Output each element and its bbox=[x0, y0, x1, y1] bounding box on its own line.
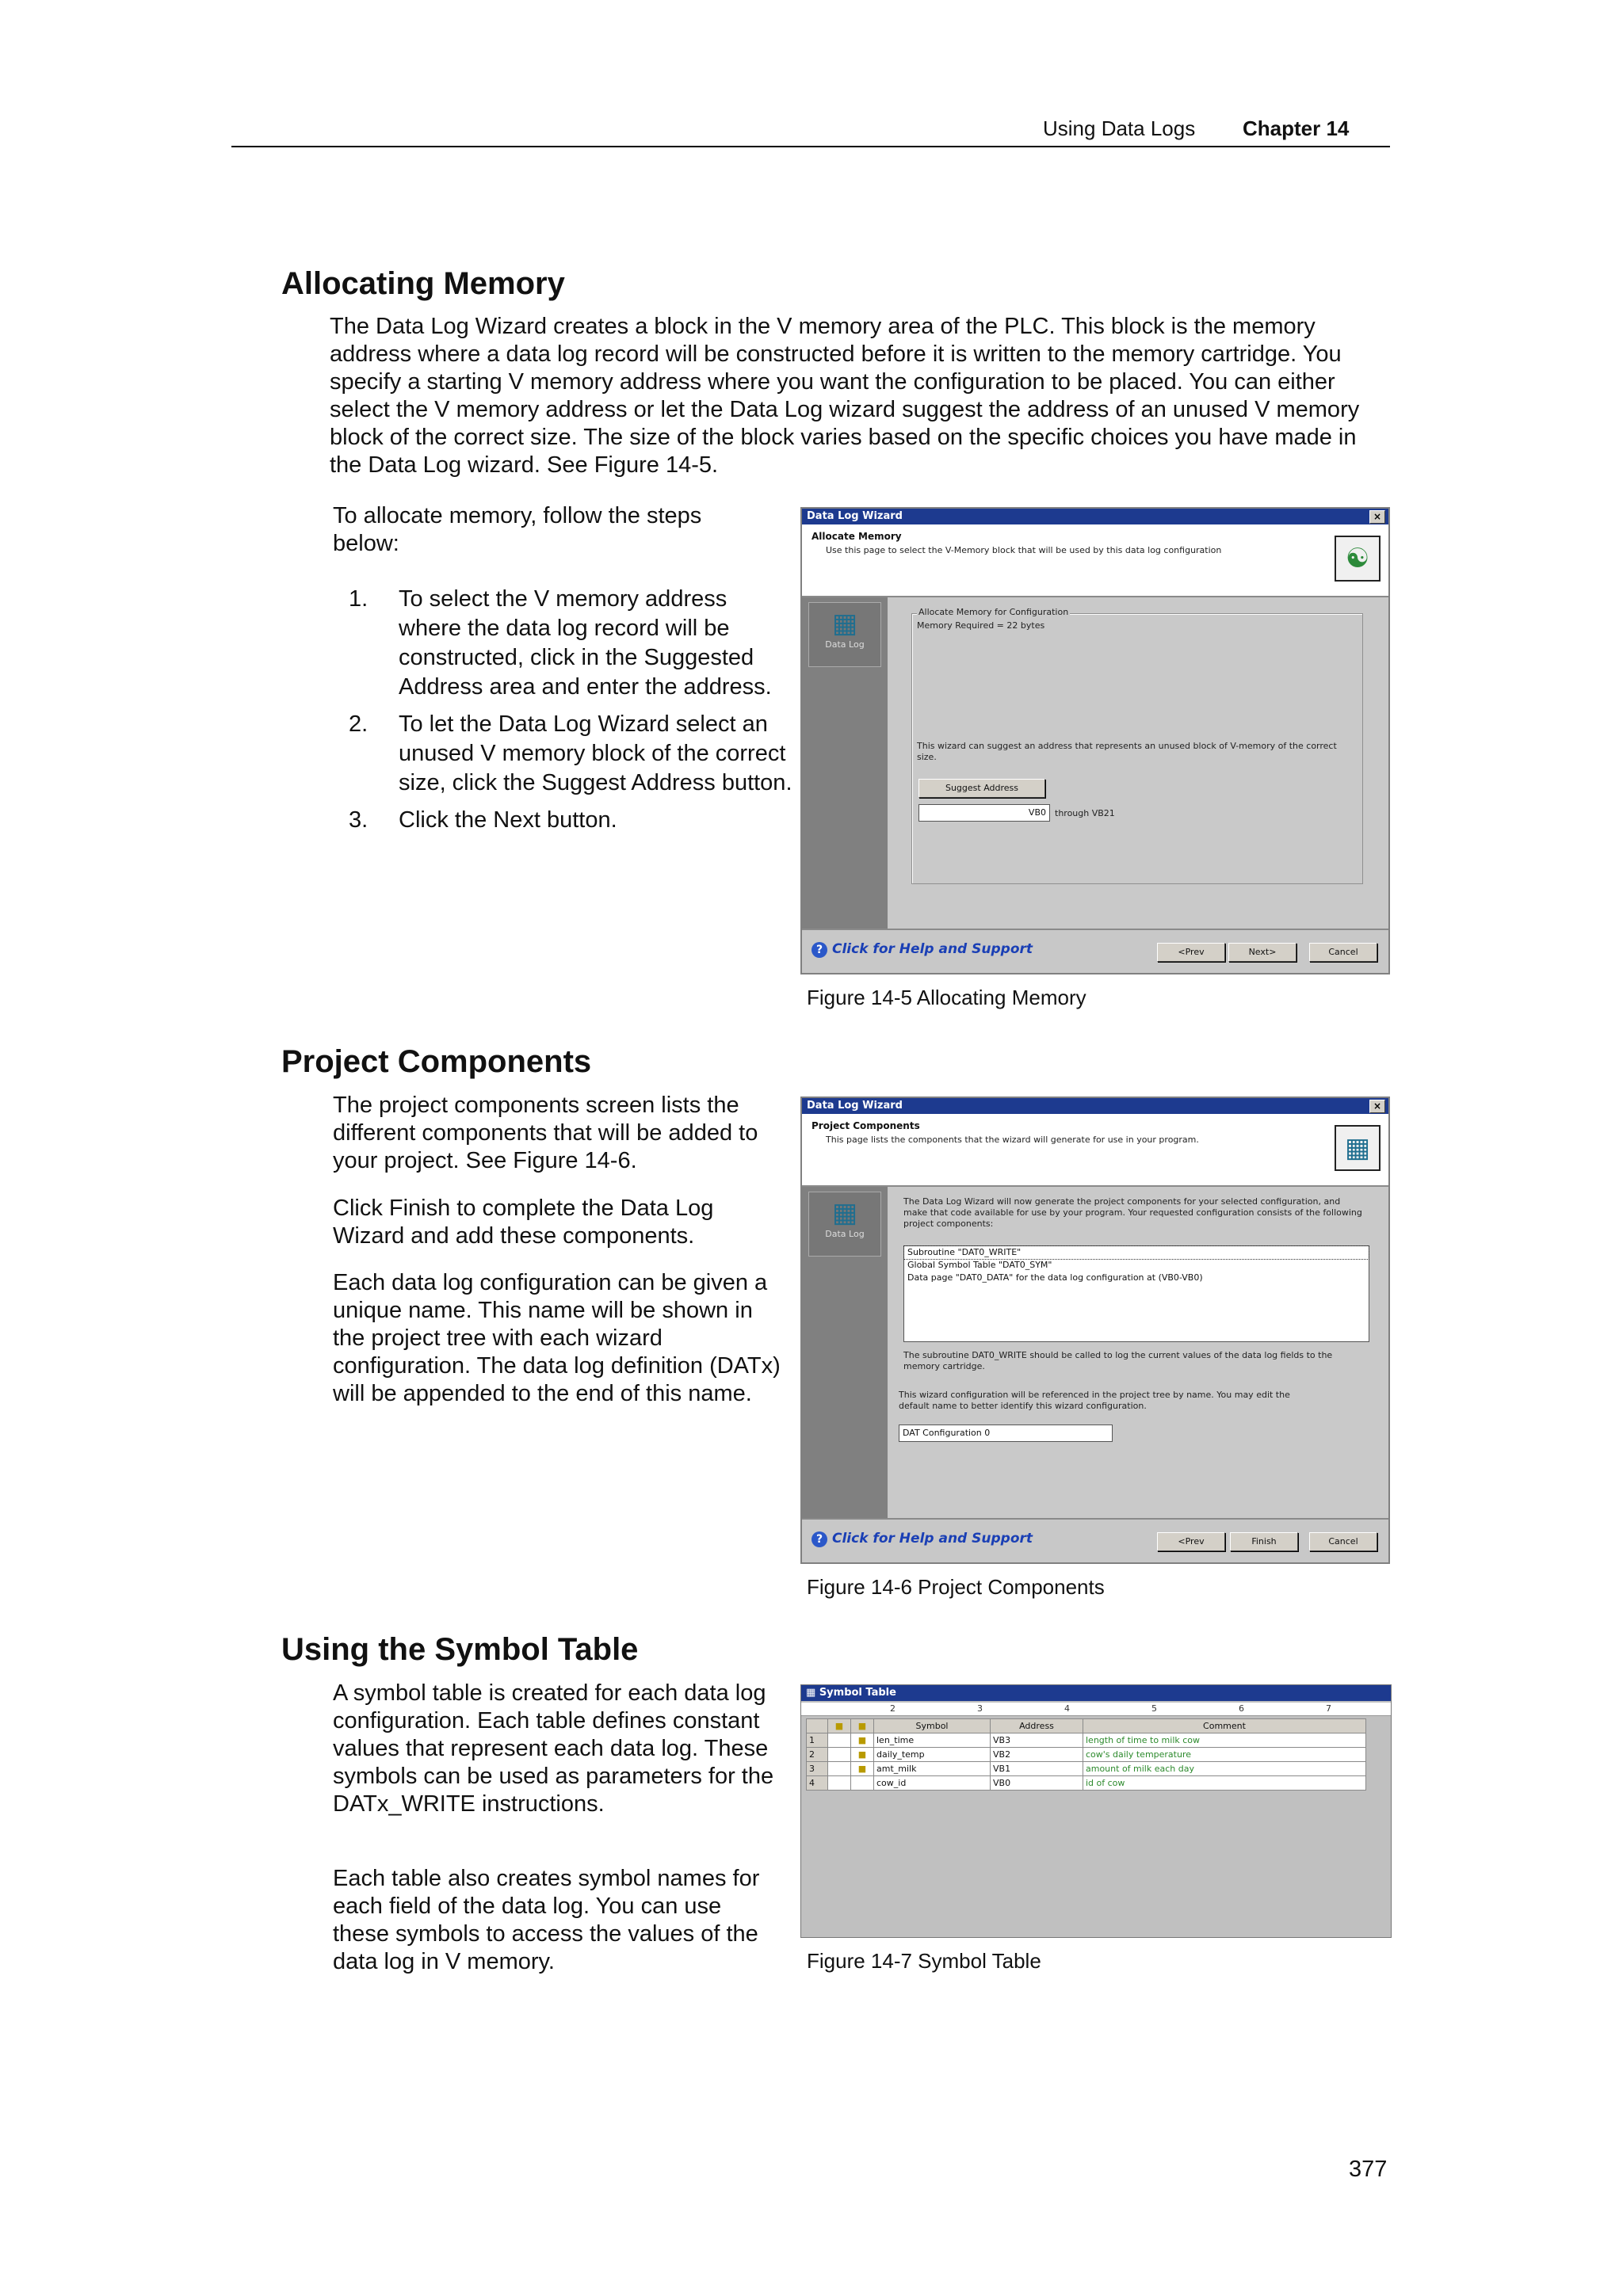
table-row[interactable] bbox=[807, 1733, 1366, 1748]
step-text: Click the Next button. bbox=[399, 807, 617, 833]
page-number: 377 bbox=[1349, 2157, 1388, 2182]
step-1 bbox=[333, 585, 792, 702]
figure-14-6-caption: Figure 14-6 Project Components bbox=[807, 1575, 1105, 1599]
list-item[interactable]: Data page "DAT0_DATA" for the data log configuration at (VB0-VB0) bbox=[907, 1272, 1203, 1283]
figure-14-5-caption: Figure 14-5 Allocating Memory bbox=[807, 986, 1086, 1009]
symbol-grid bbox=[806, 1718, 1366, 1791]
allocate-memory-group bbox=[911, 607, 1363, 884]
address-cell[interactable]: VB2 bbox=[991, 1748, 1083, 1762]
row-number: 2 bbox=[807, 1748, 828, 1762]
comment-icon: ■ bbox=[851, 1733, 874, 1748]
row-number: 3 bbox=[807, 1762, 828, 1776]
data-log-icon: ▦ bbox=[831, 1197, 858, 1229]
step-text: To select the V memory address where the data log record will be constructed, click in the Suggested Address area and enter the address. bbox=[399, 586, 772, 700]
comment-icon: ■ bbox=[851, 1762, 874, 1776]
comment-icon: ■ bbox=[851, 1719, 874, 1733]
sidebar-item-data-log[interactable] bbox=[808, 602, 881, 667]
figure-14-7-symbol-table bbox=[800, 1684, 1392, 1938]
section-title-symbol-table: Using the Symbol Table bbox=[281, 1632, 639, 1667]
symbol-cell[interactable]: daily_temp bbox=[874, 1748, 991, 1762]
close-icon[interactable]: × bbox=[1369, 510, 1385, 524]
sidebar-item-label: Data Log bbox=[825, 1229, 865, 1239]
subroutine-call-text: The subroutine DAT0_WRITE should be called to log the current values of the data log fields to the memory cartridge. bbox=[903, 1350, 1333, 1371]
ruler-mark: 6 bbox=[1239, 1703, 1244, 1714]
table-row[interactable] bbox=[807, 1748, 1366, 1762]
column-header-symbol: Symbol bbox=[874, 1719, 991, 1733]
section-title-allocating-memory: Allocating Memory bbox=[281, 266, 565, 301]
step-text: To let the Data Log Wizard select an unused V memory block of the correct size, click the Suggest Address button. bbox=[399, 711, 792, 795]
column-ruler bbox=[801, 1703, 1391, 1716]
row-number: 4 bbox=[807, 1776, 828, 1791]
wizard-panel bbox=[889, 597, 1388, 929]
address-cell[interactable]: VB0 bbox=[991, 1776, 1083, 1791]
dialog-header-subtitle: Use this page to select the V-Memory block that will be used by this data log configuration bbox=[826, 545, 1222, 555]
row-number-header bbox=[807, 1719, 828, 1733]
components-p3: Each data log configuration can be given a unique name. This name will be shown in the project tree with each wizard configuration. The data log definition (DATx) will be appended to the end of this name. bbox=[333, 1270, 781, 1406]
row-number: 1 bbox=[807, 1733, 828, 1748]
dialog-header-title: Allocate Memory bbox=[812, 531, 902, 542]
table-header-row bbox=[807, 1719, 1366, 1733]
row-status-cell bbox=[828, 1762, 851, 1776]
wizard-panel bbox=[889, 1187, 1388, 1518]
list-item[interactable]: Global Symbol Table "DAT0_SYM" bbox=[907, 1260, 1052, 1270]
symbol-p2: Each table also creates symbol names for each field of the data log. You can use these symbols to access the values of the data log in V memory. bbox=[333, 1866, 760, 1974]
section-title-project-components: Project Components bbox=[281, 1044, 592, 1079]
dialog-header-title: Project Components bbox=[812, 1120, 920, 1131]
row-status-cell bbox=[851, 1776, 874, 1791]
end-address-text: through VB21 bbox=[1055, 808, 1115, 818]
comment-icon: ■ bbox=[851, 1748, 874, 1762]
memory-required-text: Memory Required = 22 bytes bbox=[917, 620, 1045, 631]
suggest-address-button[interactable]: Suggest Address bbox=[918, 779, 1045, 798]
table-row[interactable] bbox=[807, 1762, 1366, 1776]
running-header-chapter: Chapter 14 bbox=[1243, 116, 1350, 140]
components-p2: Click Finish to complete the Data Log Wizard and add these components. bbox=[333, 1196, 714, 1249]
address-cell[interactable]: VB3 bbox=[991, 1733, 1083, 1748]
help-link[interactable] bbox=[812, 941, 1033, 958]
row-status-cell bbox=[828, 1776, 851, 1791]
prev-button[interactable]: <Prev bbox=[1157, 1532, 1225, 1551]
step-number: 2. bbox=[349, 711, 369, 737]
sidebar-item-data-log[interactable] bbox=[808, 1192, 881, 1257]
column-header-address: Address bbox=[991, 1719, 1083, 1733]
ruler-mark: 5 bbox=[1151, 1703, 1157, 1714]
dialog-title: Data Log Wizard bbox=[807, 510, 903, 522]
dialog-titlebar bbox=[802, 509, 1388, 524]
wizard-globe-icon: ☯ bbox=[1335, 536, 1381, 582]
step-number: 1. bbox=[349, 586, 369, 612]
symbol-p1: A symbol table is created for each data log configuration. Each table defines constant values that represent each data log. These symbols can be used as parameters for the DATx_WRITE instructions. bbox=[333, 1680, 774, 1817]
ruler-mark: 3 bbox=[977, 1703, 983, 1714]
figure-14-7-caption: Figure 14-7 Symbol Table bbox=[807, 1949, 1041, 1973]
header-rule bbox=[231, 146, 1390, 147]
prev-button[interactable]: <Prev bbox=[1157, 943, 1225, 962]
symbol-table-titlebar bbox=[801, 1685, 1391, 1701]
help-link-label: Click for Help and Support bbox=[832, 941, 1033, 957]
allocating-intro: To allocate memory, follow the steps below: bbox=[333, 503, 702, 556]
wizard-sidebar bbox=[802, 597, 888, 929]
ruler-mark: 4 bbox=[1064, 1703, 1070, 1714]
table-row[interactable] bbox=[807, 1776, 1366, 1791]
address-cell[interactable]: VB1 bbox=[991, 1762, 1083, 1776]
symbol-cell[interactable]: cow_id bbox=[874, 1776, 991, 1791]
comment-cell[interactable]: amount of milk each day bbox=[1083, 1762, 1366, 1776]
allocating-paragraph: The Data Log Wizard creates a block in the V memory area of the PLC. This block is the memory address where a data log record will be constructed before it is written to the memory cartridge. You specify a starting V memory address where you want the configuration to be placed. You can either select the V memory address or let the Data Log wizard suggest the address of an unused V memory block of the correct size. The size of the block varies based on the specific choices you have made in the Data Log wizard. See Figure 14-5. bbox=[330, 314, 1360, 478]
row-status-cell bbox=[828, 1748, 851, 1762]
figure-14-5-dialog bbox=[800, 507, 1390, 974]
finish-button[interactable]: Finish bbox=[1230, 1532, 1298, 1551]
figure-14-6-dialog bbox=[800, 1097, 1390, 1564]
list-item[interactable]: Subroutine "DAT0_WRITE" bbox=[904, 1246, 1369, 1259]
close-icon[interactable]: × bbox=[1369, 1100, 1385, 1113]
symbol-cell[interactable]: len_time bbox=[874, 1733, 991, 1748]
components-listbox[interactable] bbox=[903, 1245, 1369, 1342]
column-header-comment: Comment bbox=[1083, 1719, 1366, 1733]
components-icon: ▦ bbox=[1335, 1125, 1381, 1171]
step-number: 3. bbox=[349, 807, 369, 833]
footer-separator bbox=[802, 1518, 1388, 1520]
wizard-sidebar bbox=[802, 1187, 888, 1518]
cancel-button[interactable]: Cancel bbox=[1309, 1532, 1377, 1551]
dialog-header-subtitle: This page lists the components that the wizard will generate for use in your program. bbox=[826, 1135, 1199, 1145]
suggest-description: This wizard can suggest an address that represents an unused block of V-memory of the correct size. bbox=[917, 741, 1337, 762]
components-p1: The project components screen lists the different components that will be added to your project. See Figure 14-6. bbox=[333, 1093, 758, 1173]
help-icon: ? bbox=[812, 942, 827, 958]
step-3 bbox=[333, 806, 792, 835]
footer-separator bbox=[802, 929, 1388, 930]
start-address-field[interactable]: VB0 bbox=[918, 804, 1050, 822]
configuration-name-field[interactable]: DAT Configuration 0 bbox=[899, 1425, 1113, 1442]
next-button[interactable]: Next> bbox=[1228, 943, 1296, 962]
data-log-icon: ▦ bbox=[831, 608, 858, 639]
row-status-cell bbox=[828, 1733, 851, 1748]
dialog-header bbox=[802, 1114, 1388, 1187]
step-2 bbox=[333, 710, 792, 798]
table-icon: ▦ bbox=[806, 1687, 819, 1699]
help-link[interactable] bbox=[812, 1531, 1033, 1547]
cancel-button[interactable]: Cancel bbox=[1309, 943, 1377, 962]
steps-list bbox=[333, 585, 792, 843]
help-link-label: Click for Help and Support bbox=[832, 1531, 1033, 1547]
warning-icon: ■ bbox=[828, 1719, 851, 1733]
dialog-header bbox=[802, 524, 1388, 597]
group-title: Allocate Memory for Configuration bbox=[918, 607, 1069, 617]
components-intro-text: The Data Log Wizard will now generate the project components for your selected configuration, and make that code available for use by your program. Your requested configuration consists of the following project components: bbox=[903, 1196, 1362, 1229]
comment-cell[interactable]: cow's daily temperature bbox=[1083, 1748, 1366, 1762]
name-description-text: This wizard configuration will be referenced in the project tree by name. You may edit the default name to better identify this wizard configuration. bbox=[899, 1390, 1290, 1411]
help-icon: ? bbox=[812, 1531, 827, 1547]
ruler-mark: 7 bbox=[1326, 1703, 1331, 1714]
ruler-mark: 2 bbox=[890, 1703, 896, 1714]
dialog-titlebar bbox=[802, 1098, 1388, 1114]
symbol-cell[interactable]: amt_milk bbox=[874, 1762, 991, 1776]
sidebar-item-label: Data Log bbox=[825, 639, 865, 650]
comment-cell[interactable]: length of time to milk cow bbox=[1083, 1733, 1366, 1748]
symbol-table-title: Symbol Table bbox=[819, 1687, 896, 1699]
comment-cell[interactable]: id of cow bbox=[1083, 1776, 1366, 1791]
dialog-title: Data Log Wizard bbox=[807, 1100, 903, 1112]
running-header-section: Using Data Logs bbox=[1043, 116, 1196, 140]
